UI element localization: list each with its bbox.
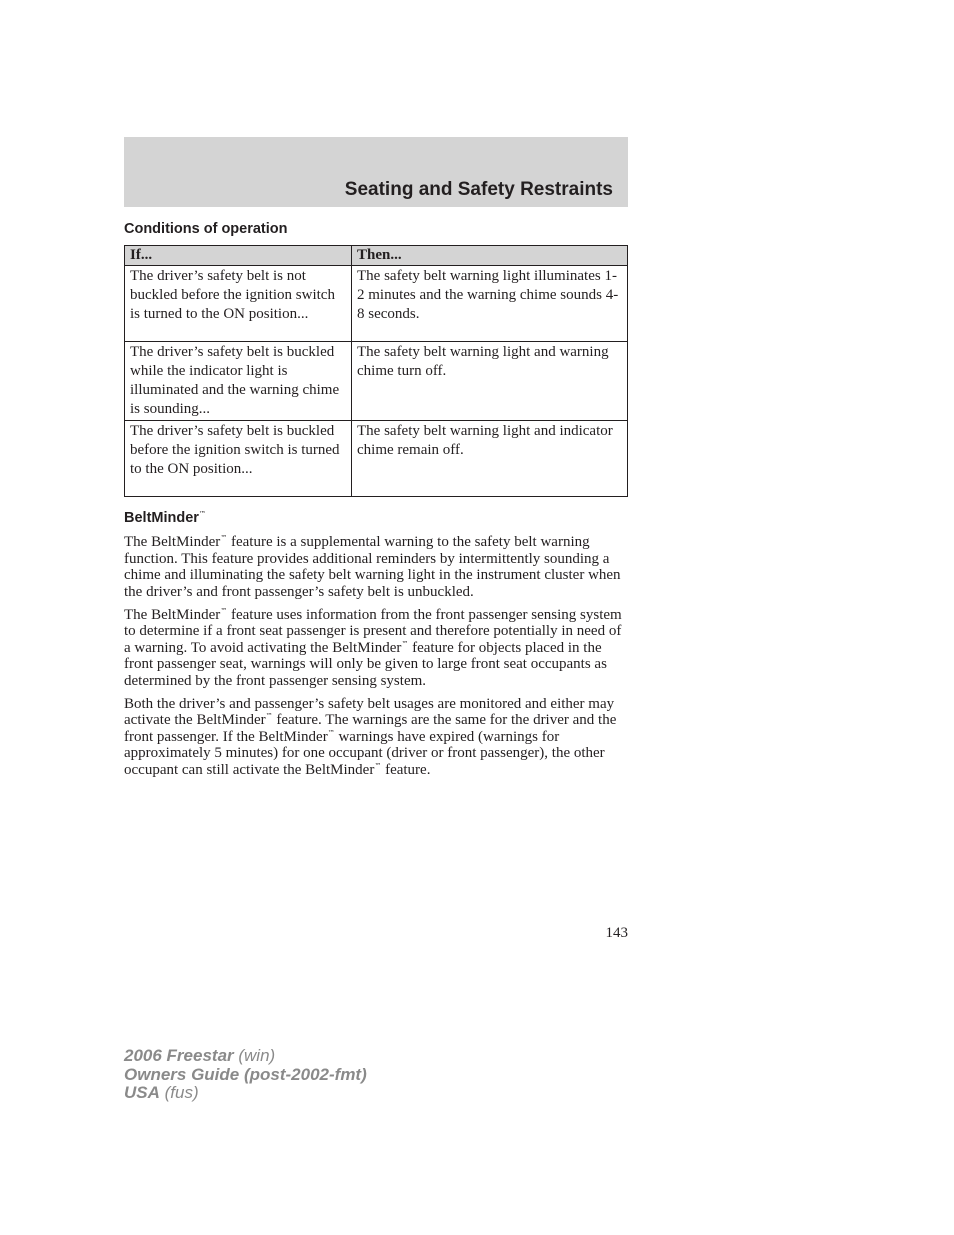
- text-run: feature.: [381, 761, 431, 778]
- text-run: The BeltMinder: [124, 606, 221, 623]
- table-header-row: [125, 246, 628, 266]
- conditions-table: [124, 245, 628, 497]
- table-row: [125, 421, 628, 497]
- footer-model-code: (win): [233, 1046, 276, 1065]
- text-run: feature is a supplemental warning to the safety belt warning function. This feature provides additional reminders by intermittently sounding a chime and illuminating the safety belt warning light in the instrument cluster when the driver’s and front passenger’s safety belt is unbuckled.: [124, 534, 621, 600]
- column-header-then: Then...: [352, 246, 628, 266]
- text-run: feature for objects placed in the front passenger seat, warnings will only be given to large front seat occupants as determined by the front passenger sensing system.: [124, 639, 607, 689]
- trademark-symbol: ™: [265, 712, 273, 720]
- footer-guide: Owners Guide (post-2002-fmt): [124, 1064, 367, 1084]
- column-header-if: If...: [125, 246, 352, 266]
- trademark-symbol: ™: [220, 606, 228, 615]
- trademark-symbol: ™: [401, 639, 409, 648]
- paragraph: [124, 534, 630, 600]
- paragraph: [124, 607, 630, 690]
- condition-cell: The driver’s safety belt is buckled while the indicator light is illuminated and the warning chime is sounding...: [125, 342, 352, 421]
- condition-cell: The driver’s safety belt is buckled before the ignition switch is turned to the ON position...: [125, 421, 352, 497]
- beltminder-body: [124, 534, 630, 785]
- text-run: feature uses information from the front passenger sensing system to determine if a front seat passenger is present and therefore potentially in need of a warning. To avoid activating the BeltMinder: [124, 606, 622, 656]
- text-run: Both the driver’s and passenger’s safety belt usages are monitored and either may activate the BeltMinder: [124, 695, 615, 728]
- conditions-heading: Conditions of operation: [124, 221, 288, 237]
- trademark-symbol: ™: [374, 761, 382, 770]
- table-row: [125, 266, 628, 342]
- result-cell: The safety belt warning light and indicator chime remain off.: [352, 421, 628, 497]
- footer-line: [124, 1066, 367, 1085]
- footer-market: USA: [124, 1083, 160, 1102]
- trademark-symbol: ™: [327, 728, 335, 737]
- text-run: The BeltMinder: [124, 534, 221, 550]
- footer-market-code: (fus): [159, 1083, 199, 1102]
- beltminder-heading: [124, 510, 206, 526]
- footer-line: [124, 1047, 367, 1066]
- result-cell: The safety belt warning light and warning chime turn off.: [352, 342, 628, 421]
- footer-model: 2006 Freestar: [124, 1046, 234, 1065]
- paragraph: [124, 696, 630, 779]
- trademark-symbol: ™: [198, 510, 206, 519]
- trademark-symbol: ™: [220, 534, 228, 542]
- section-header-band: [124, 137, 628, 207]
- text-run: warnings have expired (warnings for approximately 5 minutes) for one occupant (driver or front passenger), the other occupant can still activate the BeltMinder: [124, 728, 605, 778]
- result-cell: The safety belt warning light illuminates 1-2 minutes and the warning chime sounds 4-8 seconds.: [352, 266, 628, 342]
- document-footer: [124, 1047, 367, 1103]
- page-number: 143: [605, 925, 628, 941]
- footer-line: [124, 1084, 367, 1103]
- section-title: Seating and Safety Restraints: [344, 179, 613, 200]
- text-run: feature. The warnings are the same for the driver and the front passenger. If the BeltMinder: [124, 712, 617, 745]
- beltminder-heading-text: BeltMinder: [124, 510, 199, 526]
- table-row: [125, 342, 628, 421]
- condition-cell: The driver’s safety belt is not buckled before the ignition switch is turned to the ON position...: [125, 266, 352, 342]
